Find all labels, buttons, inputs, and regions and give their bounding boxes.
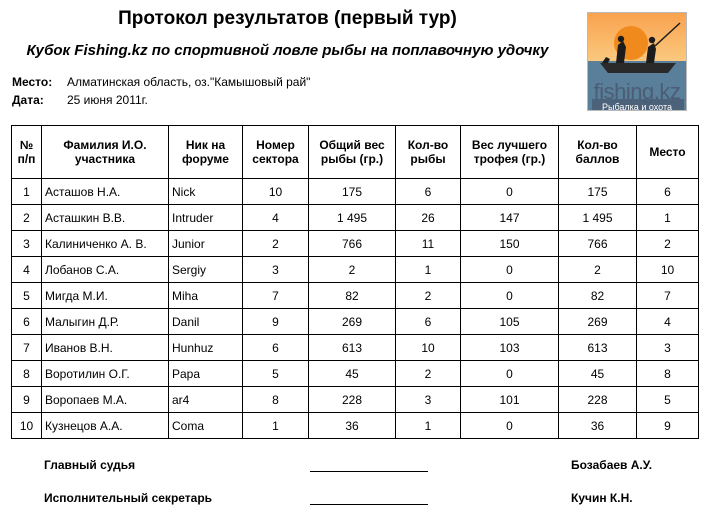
cell-fish-count: 1 [396, 413, 461, 439]
table-row [12, 257, 699, 283]
cell-number: 9 [12, 387, 42, 413]
cell-points: 45 [559, 361, 637, 387]
cell-fish-count: 6 [396, 179, 461, 205]
cell-number: 2 [12, 205, 42, 231]
cell-sector: 7 [243, 283, 309, 309]
secretary-label: Исполнительный секретарь [44, 491, 213, 505]
cell-number: 8 [12, 361, 42, 387]
cell-name: Иванов В.Н. [42, 335, 169, 361]
cell-best-trophy: 147 [461, 205, 559, 231]
cell-place: 8 [637, 361, 699, 387]
cell-best-trophy: 0 [461, 179, 559, 205]
table-row [12, 205, 699, 231]
cell-place: 7 [637, 283, 699, 309]
cell-nick: Hunhuz [169, 335, 243, 361]
cell-total-weight: 766 [309, 231, 396, 257]
place-value: Алматинская область, оз."Камышовый рай" [67, 75, 311, 89]
cell-points: 1 495 [559, 205, 637, 231]
cell-number: 4 [12, 257, 42, 283]
col-header-sector: Номер сектора [243, 126, 309, 179]
page-title: Протокол результатов (первый тур) [118, 8, 457, 29]
cell-points: 613 [559, 335, 637, 361]
cell-nick: Sergiy [169, 257, 243, 283]
col-header-points: Кол-во баллов [559, 126, 637, 179]
cell-sector: 3 [243, 257, 309, 283]
judge-signature-line [310, 471, 428, 472]
cell-number: 3 [12, 231, 42, 257]
cell-fish-count: 1 [396, 257, 461, 283]
cell-total-weight: 45 [309, 361, 396, 387]
cell-fish-count: 26 [396, 205, 461, 231]
cell-place: 1 [637, 205, 699, 231]
table-row [12, 179, 699, 205]
cell-name: Асташкин В.В. [42, 205, 169, 231]
col-header-name: Фамилия И.О. участника [42, 126, 169, 179]
cell-best-trophy: 101 [461, 387, 559, 413]
cell-place: 9 [637, 413, 699, 439]
logo-wordmark: fishing.kz [593, 79, 681, 104]
cell-name: Калиниченко А. В. [42, 231, 169, 257]
cell-best-trophy: 0 [461, 257, 559, 283]
cell-name: Кузнецов А.А. [42, 413, 169, 439]
cell-number: 7 [12, 335, 42, 361]
results-table [11, 125, 699, 439]
table-row [12, 387, 699, 413]
cell-total-weight: 613 [309, 335, 396, 361]
cell-total-weight: 228 [309, 387, 396, 413]
cell-number: 5 [12, 283, 42, 309]
cell-points: 269 [559, 309, 637, 335]
cell-nick: ar4 [169, 387, 243, 413]
cell-points: 82 [559, 283, 637, 309]
cell-total-weight: 269 [309, 309, 396, 335]
cell-sector: 4 [243, 205, 309, 231]
table-row [12, 231, 699, 257]
cell-name: Лобанов С.А. [42, 257, 169, 283]
cell-nick: Junior [169, 231, 243, 257]
cell-nick: Nick [169, 179, 243, 205]
cell-number: 6 [12, 309, 42, 335]
cell-total-weight: 1 495 [309, 205, 396, 231]
cell-points: 175 [559, 179, 637, 205]
cell-total-weight: 82 [309, 283, 396, 309]
cell-sector: 6 [243, 335, 309, 361]
cell-points: 36 [559, 413, 637, 439]
cell-points: 228 [559, 387, 637, 413]
cell-fish-count: 11 [396, 231, 461, 257]
cell-name: Малыгин Д.Р. [42, 309, 169, 335]
cell-nick: Intruder [169, 205, 243, 231]
cell-nick: Coma [169, 413, 243, 439]
col-header-fish-count: Кол-во рыбы [396, 126, 461, 179]
cell-sector: 8 [243, 387, 309, 413]
fishing-kz-logo [587, 12, 687, 111]
page-subtitle: Кубок Fishing.kz по спортивной ловле рыбы на поплавочную удочку [26, 42, 549, 59]
place-label: Место: [12, 75, 53, 89]
cell-total-weight: 2 [309, 257, 396, 283]
cell-number: 1 [12, 179, 42, 205]
cell-name: Асташов Н.А. [42, 179, 169, 205]
place-line [12, 75, 310, 89]
table-row [12, 361, 699, 387]
cell-fish-count: 6 [396, 309, 461, 335]
cell-place: 10 [637, 257, 699, 283]
cell-nick: Papa [169, 361, 243, 387]
cell-best-trophy: 0 [461, 361, 559, 387]
table-row [12, 309, 699, 335]
cell-nick: Miha [169, 283, 243, 309]
table-row [12, 283, 699, 309]
cell-total-weight: 175 [309, 179, 396, 205]
cell-name: Воротилин О.Г. [42, 361, 169, 387]
logo-tagline: Рыбалка и охота [602, 102, 672, 111]
table-row [12, 335, 699, 361]
cell-points: 766 [559, 231, 637, 257]
cell-total-weight: 36 [309, 413, 396, 439]
date-value: 25 июня 2011г. [67, 93, 148, 107]
col-header-best-trophy: Вес лучшего трофея (гр.) [461, 126, 559, 179]
col-header-place: Место [637, 126, 699, 179]
cell-number: 10 [12, 413, 42, 439]
cell-fish-count: 3 [396, 387, 461, 413]
cell-best-trophy: 0 [461, 413, 559, 439]
date-label: Дата: [12, 93, 44, 107]
cell-best-trophy: 105 [461, 309, 559, 335]
cell-name: Воропаев М.А. [42, 387, 169, 413]
cell-place: 5 [637, 387, 699, 413]
cell-name: Мигда М.И. [42, 283, 169, 309]
cell-points: 2 [559, 257, 637, 283]
cell-sector: 2 [243, 231, 309, 257]
cell-sector: 5 [243, 361, 309, 387]
cell-place: 6 [637, 179, 699, 205]
col-header-total-weight: Общий вес рыбы (гр.) [309, 126, 396, 179]
table-header-row [12, 126, 699, 179]
cell-nick: Danil [169, 309, 243, 335]
judge-label: Главный судья [44, 458, 136, 472]
cell-sector: 9 [243, 309, 309, 335]
cell-fish-count: 2 [396, 361, 461, 387]
cell-sector: 10 [243, 179, 309, 205]
secretary-name: Кучин К.Н. [571, 491, 633, 505]
cell-best-trophy: 103 [461, 335, 559, 361]
col-header-number: № п/п [12, 126, 42, 179]
cell-fish-count: 10 [396, 335, 461, 361]
col-header-nick: Ник на форуме [169, 126, 243, 179]
cell-best-trophy: 150 [461, 231, 559, 257]
cell-place: 3 [637, 335, 699, 361]
cell-place: 2 [637, 231, 699, 257]
cell-fish-count: 2 [396, 283, 461, 309]
cell-sector: 1 [243, 413, 309, 439]
cell-best-trophy: 0 [461, 283, 559, 309]
cell-place: 4 [637, 309, 699, 335]
table-row [12, 413, 699, 439]
secretary-signature-line [310, 504, 428, 505]
date-line [12, 93, 148, 107]
judge-name: Бозабаев А.У. [571, 458, 653, 472]
